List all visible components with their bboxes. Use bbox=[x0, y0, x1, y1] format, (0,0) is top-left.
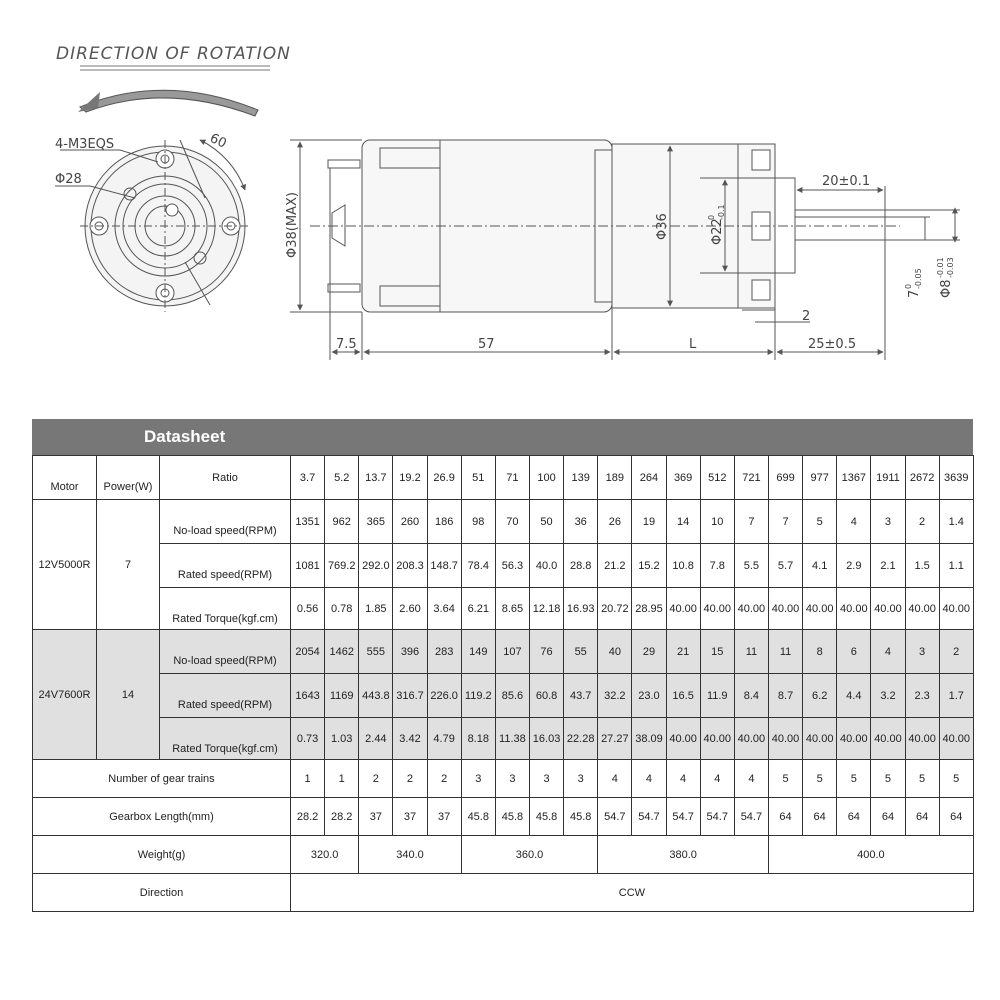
data-cell: 98 bbox=[461, 500, 495, 544]
data-cell: 149 bbox=[461, 630, 495, 674]
data-cell: 4 bbox=[837, 500, 871, 544]
power-header: Power(W) bbox=[97, 456, 160, 500]
data-cell: 16.93 bbox=[564, 588, 598, 630]
data-cell: 54.7 bbox=[734, 798, 768, 836]
row-label: No-load speed(RPM) bbox=[160, 500, 291, 544]
data-cell: 76 bbox=[529, 630, 563, 674]
row-label: Rated speed(RPM) bbox=[160, 544, 291, 588]
data-cell: 10.8 bbox=[666, 544, 700, 588]
ratio-cell: 100 bbox=[529, 456, 563, 500]
data-cell: 32.2 bbox=[598, 674, 632, 718]
ratio-header-row bbox=[33, 456, 974, 500]
ratio-cell: 512 bbox=[700, 456, 734, 500]
table-row bbox=[33, 718, 974, 760]
row-label: Rated Torque(kgf.cm) bbox=[160, 718, 291, 760]
data-cell: 26 bbox=[598, 500, 632, 544]
ratio-cell: 369 bbox=[666, 456, 700, 500]
dim-shaft-length: 20±0.1 bbox=[822, 174, 871, 189]
datasheet-table bbox=[32, 455, 974, 912]
data-cell: 0.73 bbox=[291, 718, 325, 760]
ratio-cell: 51 bbox=[461, 456, 495, 500]
dim-dia36: Φ36 bbox=[655, 213, 670, 240]
data-cell: 0.78 bbox=[325, 588, 359, 630]
data-cell: 54.7 bbox=[700, 798, 734, 836]
rotation-arrow-icon bbox=[78, 90, 258, 116]
data-cell: 40.00 bbox=[905, 588, 939, 630]
data-cell: 40.00 bbox=[871, 718, 905, 760]
data-cell: 40.00 bbox=[837, 588, 871, 630]
data-cell: 365 bbox=[359, 500, 393, 544]
data-cell: 3 bbox=[495, 760, 529, 798]
ratio-header: Ratio bbox=[160, 456, 291, 500]
dim-25: 25±0.5 bbox=[808, 337, 857, 352]
data-cell: 148.7 bbox=[427, 544, 461, 588]
data-cell: 3 bbox=[529, 760, 563, 798]
data-cell: 292.0 bbox=[359, 544, 393, 588]
data-cell: 6.21 bbox=[461, 588, 495, 630]
data-cell: 40.00 bbox=[871, 588, 905, 630]
data-cell: 119.2 bbox=[461, 674, 495, 718]
data-cell: 15.2 bbox=[632, 544, 666, 588]
table-row bbox=[33, 674, 974, 718]
data-cell: 60.8 bbox=[529, 674, 563, 718]
data-cell: 11 bbox=[734, 630, 768, 674]
data-cell: 1081 bbox=[291, 544, 325, 588]
table-row bbox=[33, 588, 974, 630]
data-cell: 7.8 bbox=[700, 544, 734, 588]
data-cell: 11.38 bbox=[495, 718, 529, 760]
data-cell: 4 bbox=[700, 760, 734, 798]
data-cell: 1351 bbox=[291, 500, 325, 544]
data-cell: 4 bbox=[632, 760, 666, 798]
ratio-cell: 5.2 bbox=[325, 456, 359, 500]
row-label: Number of gear trains bbox=[33, 760, 291, 798]
ratio-cell: 721 bbox=[734, 456, 768, 500]
data-cell: 50 bbox=[529, 500, 563, 544]
data-cell: 260 bbox=[393, 500, 427, 544]
data-cell: 7 bbox=[734, 500, 768, 544]
data-cell: 40.00 bbox=[734, 718, 768, 760]
ratio-cell: 699 bbox=[768, 456, 802, 500]
data-cell: 2 bbox=[427, 760, 461, 798]
data-cell: 8.65 bbox=[495, 588, 529, 630]
datasheet bbox=[32, 419, 973, 912]
data-cell: 28.95 bbox=[632, 588, 666, 630]
dim-dia22-tol-bottom: -0.1 bbox=[717, 204, 726, 220]
ratio-cell: 3.7 bbox=[291, 456, 325, 500]
data-cell: 40.00 bbox=[803, 718, 837, 760]
row-label: Weight(g) bbox=[33, 836, 291, 874]
dim-shaft-dia-tol-top: -0.01 bbox=[936, 257, 945, 278]
data-cell: 22.28 bbox=[564, 718, 598, 760]
data-cell: 4.4 bbox=[837, 674, 871, 718]
data-cell: 12.18 bbox=[529, 588, 563, 630]
data-cell: 5 bbox=[939, 760, 973, 798]
data-cell: 4.1 bbox=[803, 544, 837, 588]
data-cell: 40.00 bbox=[768, 588, 802, 630]
motor-header: Motor bbox=[33, 456, 97, 500]
side-view bbox=[290, 140, 960, 360]
data-cell: 3.42 bbox=[393, 718, 427, 760]
dim-shaft-dia: Φ8 bbox=[939, 279, 954, 298]
data-cell: 38.09 bbox=[632, 718, 666, 760]
data-cell: 2.44 bbox=[359, 718, 393, 760]
data-cell: 3 bbox=[461, 760, 495, 798]
data-cell: 16.5 bbox=[666, 674, 700, 718]
weight-row bbox=[33, 836, 974, 874]
data-cell: 3 bbox=[564, 760, 598, 798]
weight-cell: 340.0 bbox=[359, 836, 461, 874]
data-cell: 4 bbox=[871, 630, 905, 674]
data-cell: 1.03 bbox=[325, 718, 359, 760]
data-cell: 40.00 bbox=[700, 588, 734, 630]
ratio-cell: 3639 bbox=[939, 456, 973, 500]
data-cell: 28.8 bbox=[564, 544, 598, 588]
data-cell: 2.1 bbox=[871, 544, 905, 588]
data-cell: 769.2 bbox=[325, 544, 359, 588]
data-cell: 16.03 bbox=[529, 718, 563, 760]
data-cell: 23.0 bbox=[632, 674, 666, 718]
data-cell: 3 bbox=[905, 630, 939, 674]
weight-cell: 380.0 bbox=[598, 836, 769, 874]
data-cell: 5.5 bbox=[734, 544, 768, 588]
data-cell: 10 bbox=[700, 500, 734, 544]
data-cell: 1.7 bbox=[939, 674, 973, 718]
data-cell: 4 bbox=[666, 760, 700, 798]
weight-cell: 360.0 bbox=[461, 836, 598, 874]
data-cell: 21 bbox=[666, 630, 700, 674]
data-cell: 40 bbox=[598, 630, 632, 674]
data-cell: 64 bbox=[905, 798, 939, 836]
label-holes: 4-M3EQS bbox=[55, 137, 115, 152]
data-cell: 443.8 bbox=[359, 674, 393, 718]
data-cell: 6 bbox=[837, 630, 871, 674]
data-cell: 1169 bbox=[325, 674, 359, 718]
data-cell: 54.7 bbox=[632, 798, 666, 836]
data-cell: 28.2 bbox=[325, 798, 359, 836]
data-cell: 64 bbox=[837, 798, 871, 836]
data-cell: 54.7 bbox=[666, 798, 700, 836]
data-cell: 11.9 bbox=[700, 674, 734, 718]
data-cell: 4 bbox=[734, 760, 768, 798]
dim-flat-tol-top: 0 bbox=[904, 283, 913, 289]
data-cell: 8.4 bbox=[734, 674, 768, 718]
data-cell: 5 bbox=[768, 760, 802, 798]
ratio-cell: 71 bbox=[495, 456, 529, 500]
ratio-cell: 13.7 bbox=[359, 456, 393, 500]
front-view bbox=[55, 140, 250, 312]
data-cell: 2 bbox=[939, 630, 973, 674]
data-cell: 19 bbox=[632, 500, 666, 544]
table-row bbox=[33, 500, 974, 544]
gear-trains-row bbox=[33, 760, 974, 798]
table-row bbox=[33, 544, 974, 588]
data-cell: 962 bbox=[325, 500, 359, 544]
data-cell: 3.64 bbox=[427, 588, 461, 630]
dim-7-5: 7.5 bbox=[336, 337, 357, 352]
data-cell: 2.3 bbox=[905, 674, 939, 718]
ratio-cell: 189 bbox=[598, 456, 632, 500]
row-label: Rated Torque(kgf.cm) bbox=[160, 588, 291, 630]
data-cell: 28.2 bbox=[291, 798, 325, 836]
data-cell: 283 bbox=[427, 630, 461, 674]
data-cell: 3 bbox=[871, 500, 905, 544]
data-cell: 40.00 bbox=[837, 718, 871, 760]
dim-L: L bbox=[689, 337, 697, 352]
data-cell: 45.8 bbox=[461, 798, 495, 836]
dim-shaft-dia-tol-bottom: -0.03 bbox=[946, 257, 955, 278]
data-cell: 1.1 bbox=[939, 544, 973, 588]
data-cell: 37 bbox=[427, 798, 461, 836]
data-cell: 40.00 bbox=[768, 718, 802, 760]
data-cell: 1.5 bbox=[905, 544, 939, 588]
data-cell: 40.00 bbox=[666, 588, 700, 630]
dim-57: 57 bbox=[478, 337, 495, 352]
data-cell: 15 bbox=[700, 630, 734, 674]
motor-power: 14 bbox=[97, 630, 160, 760]
data-cell: 40.00 bbox=[734, 588, 768, 630]
data-cell: 1462 bbox=[325, 630, 359, 674]
dim-60: 60 bbox=[207, 131, 229, 152]
data-cell: 64 bbox=[768, 798, 802, 836]
data-cell: 1 bbox=[291, 760, 325, 798]
data-cell: 8.18 bbox=[461, 718, 495, 760]
data-cell: 21.2 bbox=[598, 544, 632, 588]
ratio-cell: 1367 bbox=[837, 456, 871, 500]
dim-flat: 7 bbox=[907, 289, 922, 298]
data-cell: 37 bbox=[393, 798, 427, 836]
label-dia28: Φ28 bbox=[55, 172, 82, 187]
row-label: Rated speed(RPM) bbox=[160, 674, 291, 718]
row-label: Direction bbox=[33, 874, 291, 912]
data-cell: 316.7 bbox=[393, 674, 427, 718]
motor-name: 12V5000R bbox=[33, 500, 97, 630]
data-cell: 5 bbox=[803, 500, 837, 544]
data-cell: 40.0 bbox=[529, 544, 563, 588]
ratio-cell: 264 bbox=[632, 456, 666, 500]
ratio-cell: 26.9 bbox=[427, 456, 461, 500]
data-cell: 1 bbox=[325, 760, 359, 798]
data-cell: 1.85 bbox=[359, 588, 393, 630]
data-cell: 40.00 bbox=[700, 718, 734, 760]
data-cell: 45.8 bbox=[529, 798, 563, 836]
rotation-label: DIRECTION OF ROTATION bbox=[56, 44, 291, 64]
data-cell: 3.2 bbox=[871, 674, 905, 718]
data-cell: 5 bbox=[803, 760, 837, 798]
data-cell: 6.2 bbox=[803, 674, 837, 718]
dim-flat-tol-bottom: -0.05 bbox=[914, 268, 923, 289]
data-cell: 2 bbox=[905, 500, 939, 544]
data-cell: 85.6 bbox=[495, 674, 529, 718]
data-cell: 45.8 bbox=[564, 798, 598, 836]
data-cell: 5 bbox=[871, 760, 905, 798]
data-cell: 186 bbox=[427, 500, 461, 544]
ratio-cell: 977 bbox=[803, 456, 837, 500]
data-cell: 7 bbox=[768, 500, 802, 544]
data-cell: 70 bbox=[495, 500, 529, 544]
data-cell: 226.0 bbox=[427, 674, 461, 718]
data-cell: 8.7 bbox=[768, 674, 802, 718]
data-cell: 1.4 bbox=[939, 500, 973, 544]
data-cell: 1643 bbox=[291, 674, 325, 718]
data-cell: 2 bbox=[393, 760, 427, 798]
ratio-cell: 1911 bbox=[871, 456, 905, 500]
data-cell: 43.7 bbox=[564, 674, 598, 718]
data-cell: 40.00 bbox=[939, 588, 973, 630]
data-cell: 0.56 bbox=[291, 588, 325, 630]
data-cell: 55 bbox=[564, 630, 598, 674]
data-cell: 5.7 bbox=[768, 544, 802, 588]
data-cell: 40.00 bbox=[666, 718, 700, 760]
data-cell: 40.00 bbox=[939, 718, 973, 760]
dim-dia38: Φ38(MAX) bbox=[285, 192, 300, 258]
motor-technical-drawing bbox=[0, 0, 1000, 410]
data-cell: 64 bbox=[939, 798, 973, 836]
data-cell: 40.00 bbox=[905, 718, 939, 760]
data-cell: 45.8 bbox=[495, 798, 529, 836]
data-cell: 396 bbox=[393, 630, 427, 674]
data-cell: 20.72 bbox=[598, 588, 632, 630]
data-cell: 555 bbox=[359, 630, 393, 674]
data-cell: 14 bbox=[666, 500, 700, 544]
ratio-cell: 19.2 bbox=[393, 456, 427, 500]
table-row bbox=[33, 630, 974, 674]
motor-power: 7 bbox=[97, 500, 160, 630]
data-cell: 56.3 bbox=[495, 544, 529, 588]
direction-cell: CCW bbox=[291, 874, 974, 912]
direction-row bbox=[33, 874, 974, 912]
data-cell: 2 bbox=[359, 760, 393, 798]
gearbox-length-row bbox=[33, 798, 974, 836]
data-cell: 4 bbox=[598, 760, 632, 798]
data-cell: 54.7 bbox=[598, 798, 632, 836]
dim-2: 2 bbox=[802, 309, 811, 324]
data-cell: 40.00 bbox=[803, 588, 837, 630]
dim-dia22-tol-top: 0 bbox=[707, 214, 716, 220]
data-cell: 5 bbox=[837, 760, 871, 798]
row-label: No-load speed(RPM) bbox=[160, 630, 291, 674]
data-cell: 64 bbox=[803, 798, 837, 836]
data-cell: 2054 bbox=[291, 630, 325, 674]
datasheet-title: Datasheet bbox=[32, 419, 973, 455]
data-cell: 4.79 bbox=[427, 718, 461, 760]
data-cell: 64 bbox=[871, 798, 905, 836]
ratio-cell: 2672 bbox=[905, 456, 939, 500]
data-cell: 8 bbox=[803, 630, 837, 674]
ratio-cell: 139 bbox=[564, 456, 598, 500]
data-cell: 37 bbox=[359, 798, 393, 836]
weight-cell: 320.0 bbox=[291, 836, 359, 874]
data-cell: 36 bbox=[564, 500, 598, 544]
data-cell: 2.9 bbox=[837, 544, 871, 588]
data-cell: 2.60 bbox=[393, 588, 427, 630]
row-label: Gearbox Length(mm) bbox=[33, 798, 291, 836]
weight-cell: 400.0 bbox=[768, 836, 973, 874]
data-cell: 78.4 bbox=[461, 544, 495, 588]
data-cell: 29 bbox=[632, 630, 666, 674]
dim-dia22: Φ22 bbox=[710, 218, 725, 245]
data-cell: 5 bbox=[905, 760, 939, 798]
data-cell: 208.3 bbox=[393, 544, 427, 588]
motor-name: 24V7600R bbox=[33, 630, 97, 760]
data-cell: 11 bbox=[768, 630, 802, 674]
data-cell: 107 bbox=[495, 630, 529, 674]
data-cell: 27.27 bbox=[598, 718, 632, 760]
